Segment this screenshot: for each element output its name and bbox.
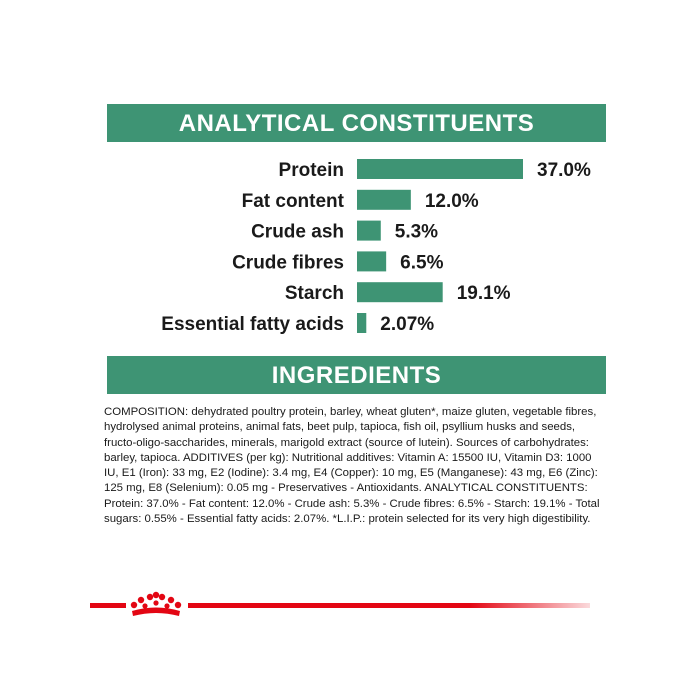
bar-value-label: 12.0% xyxy=(424,190,479,212)
brand-footer-line xyxy=(90,591,590,617)
bar xyxy=(357,251,386,271)
red-line-left xyxy=(90,603,126,608)
bar-value-label: 5.3% xyxy=(394,221,439,243)
bar-label: Crude ash xyxy=(251,221,344,243)
crown-icon xyxy=(126,591,186,619)
bar-value-label: 19.1% xyxy=(456,283,511,305)
bar xyxy=(357,159,523,179)
bar-label: Protein xyxy=(278,160,344,181)
bar-label: Crude fibres xyxy=(232,252,344,274)
bar-label: Starch xyxy=(284,283,344,305)
bar-label: Essential fatty acids xyxy=(161,314,344,335)
bar-value-label: 37.0% xyxy=(537,160,591,181)
composition-text: COMPOSITION: dehydrated poultry protein, barley, wheat gluten*, maize gluten, vegetable fibres, hydrolysed animal proteins, animal fats, beet pulp, tapioca, fish oil, psyllium husks and seeds, fructo-oligo-saccharides, minerals, marigold extract (source of lutein). Sources of carbohydrates: barley, tapioca. ADDITIVES (per kg): Nutritional additives: Vitamin A: 15500 IU, Vitamin D3: 1000 IU, E1 (Iron): 33 mg, E2 (Iodine): 3.4 mg, E4 (Copper): 10 mg, E5 (Manganese): 43 mg, E6 (Zinc): 125 mg, E8 (Selenium): 0.05 mg - Preservatives - Antioxidants. ANALYTICAL CONSTITUENTS: Protein: 37.0% - Fat content: 12.0% - Crude ash: 5.3% - Crude fibres: 6.5% - Starch: 19.1% - Total sugars: 0.55% - Essential fatty acids: 2.07%. *L.I.P.: protein selected for its very high digestibility. xyxy=(104,406,600,526)
bar xyxy=(357,313,366,333)
bar xyxy=(357,190,411,210)
bar-label: Fat content xyxy=(241,190,344,212)
red-line-right xyxy=(188,603,590,608)
ingredients-header: INGREDIENTS xyxy=(107,356,606,394)
bar xyxy=(357,282,443,302)
bar-value-label: 2.07% xyxy=(380,314,435,335)
analytical-constituents-header: ANALYTICAL CONSTITUENTS xyxy=(107,104,606,142)
bar-value-label: 6.5% xyxy=(400,252,444,274)
bar xyxy=(357,221,381,241)
